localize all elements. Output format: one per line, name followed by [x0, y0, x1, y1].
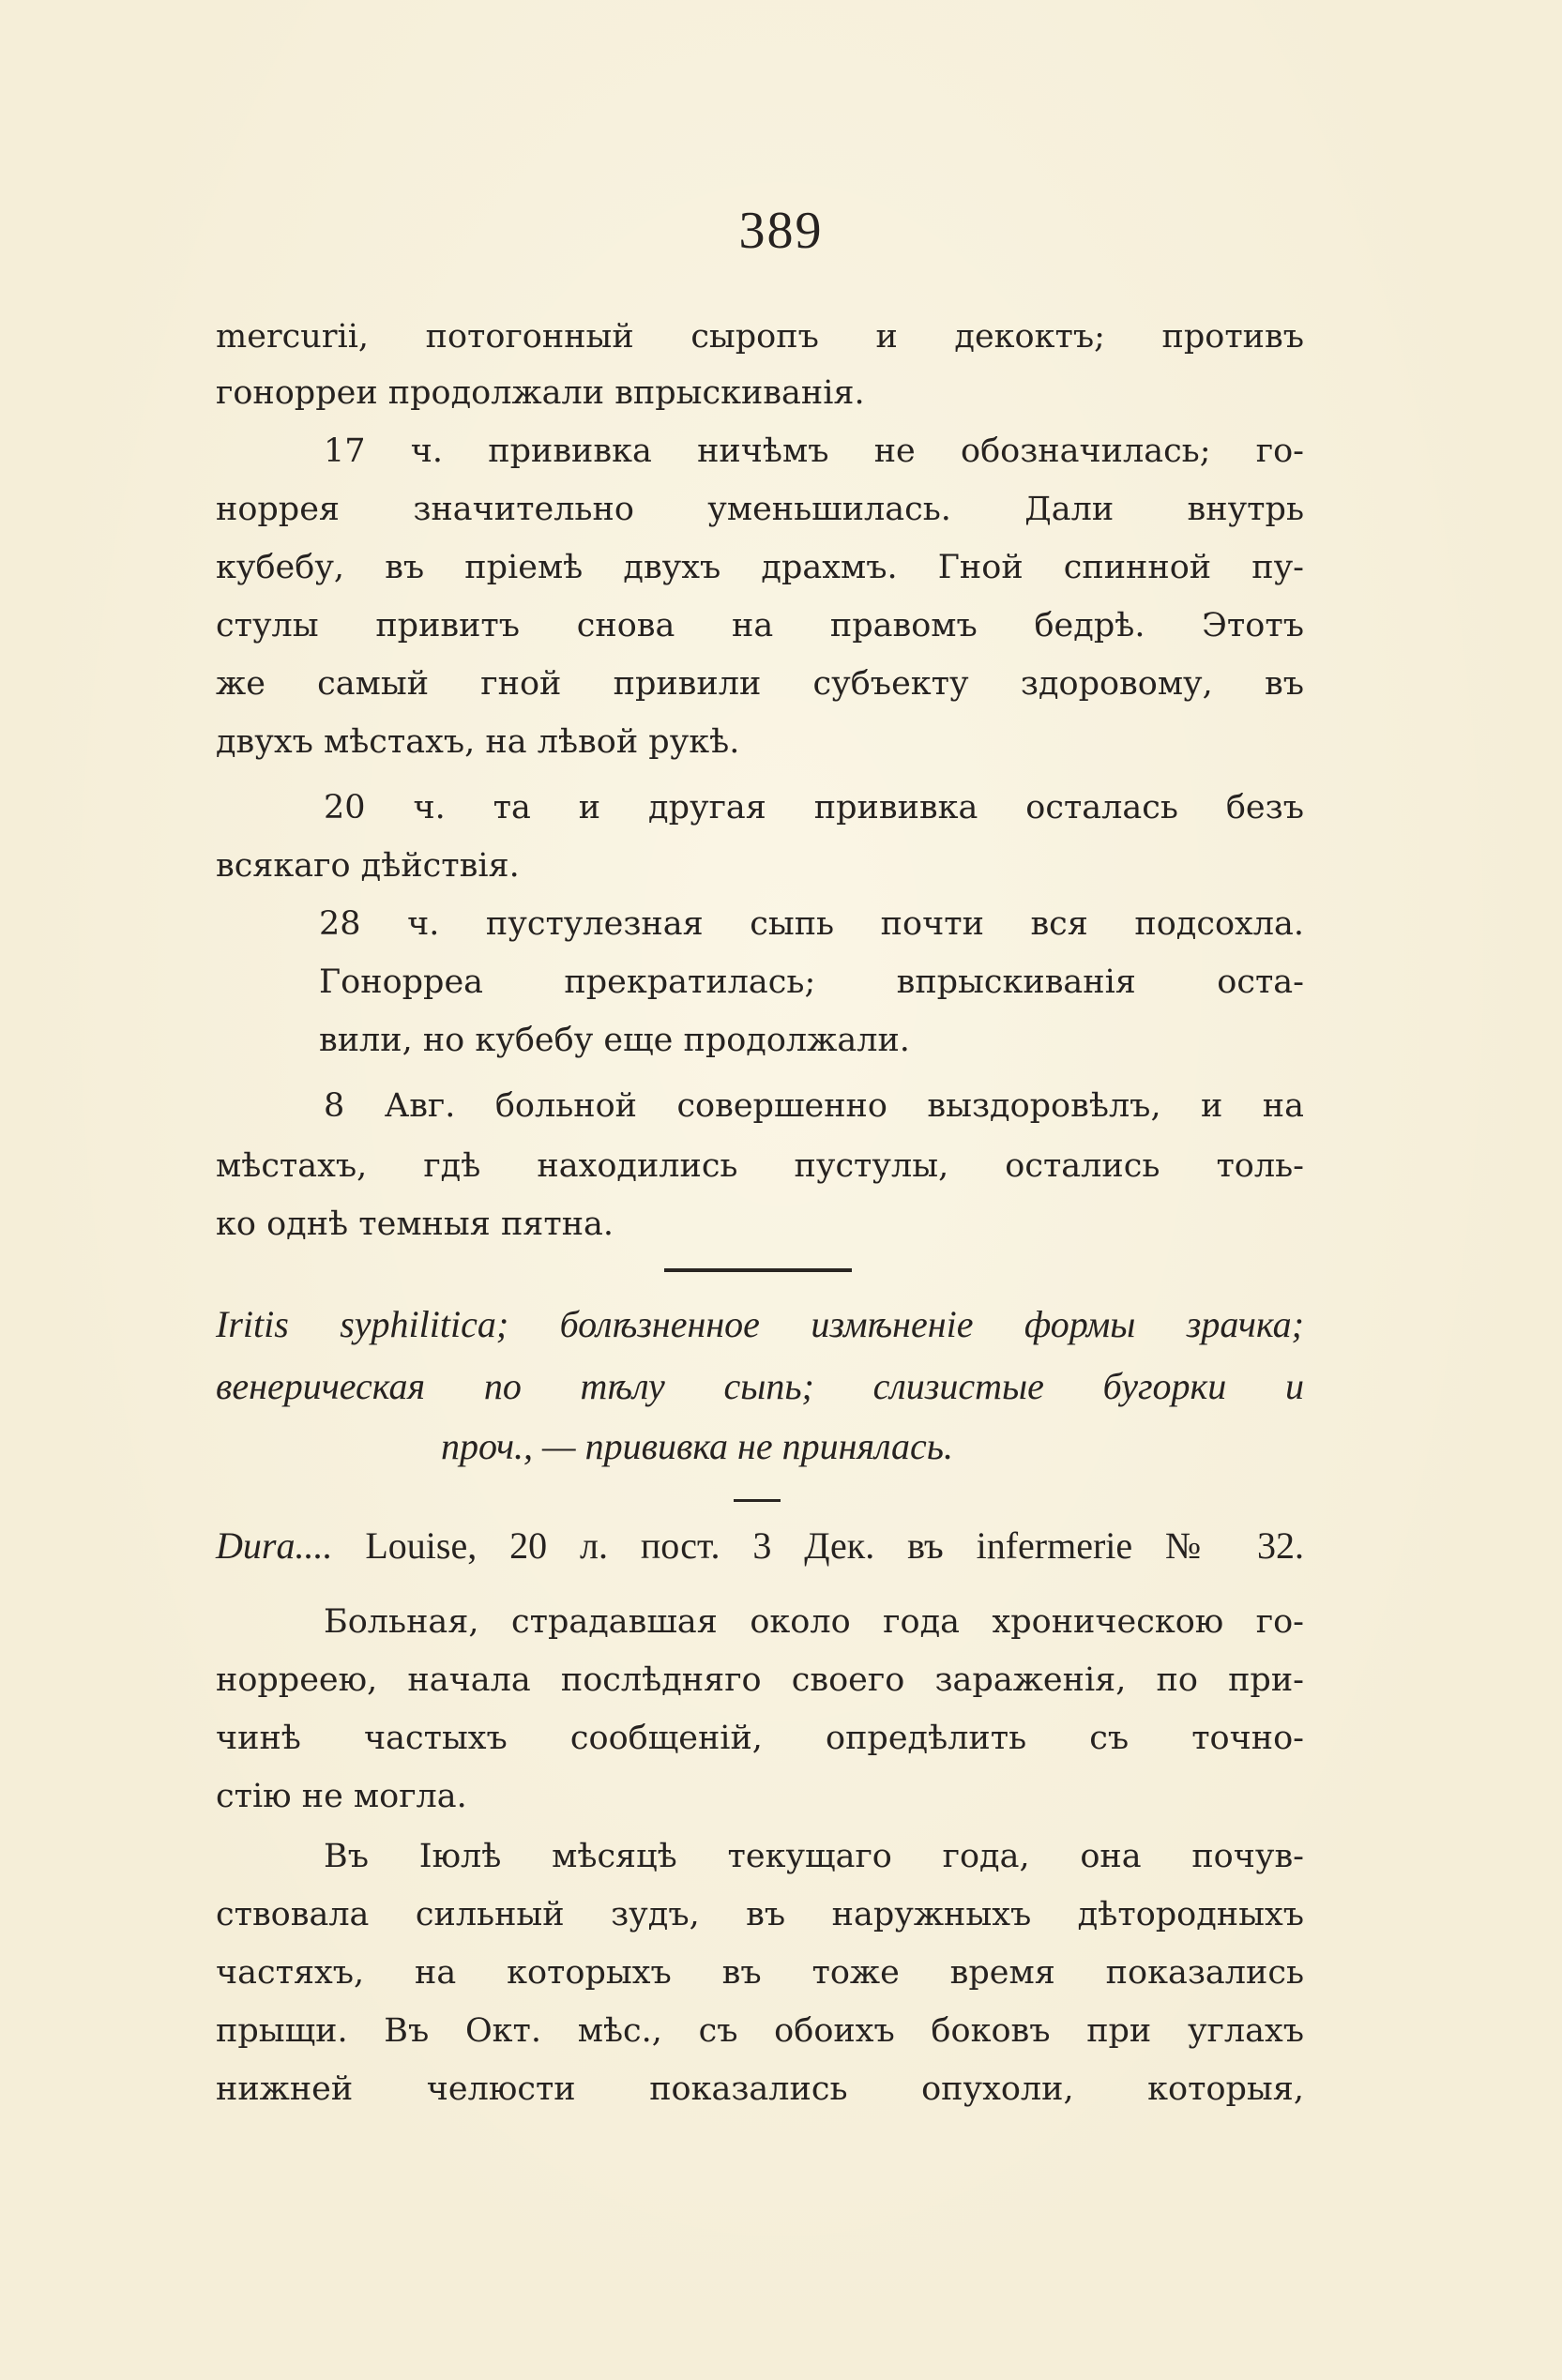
text-line: 28 ч. пустулезная сыпь почти вся подсохла.: [319, 905, 1304, 943]
text-line: мѣстахъ, гдѣ находились пустулы, остались толь-: [216, 1147, 1304, 1185]
text-line: 20 ч. та и другая прививка осталась безъ: [324, 789, 1304, 826]
text-line: кубебу, въ пріемѣ двухъ драхмъ. Гной спинной пу-: [216, 549, 1304, 586]
text-line: гонорреи продолжали впрыскиванія.: [216, 374, 865, 412]
short-divider: [734, 1499, 781, 1502]
text-line: mercurii, потогонный сыропъ и декоктъ; противъ: [216, 318, 1304, 356]
case-title-line: венерическая по тѣлу сыпь; слизистые бугорки и: [216, 1365, 1304, 1407]
text-line: Гонорреа прекратилась; впрыскиванія оста-: [319, 963, 1304, 1001]
section-divider: [664, 1268, 852, 1272]
text-line: Больная, страдавшая около года хроническою го-: [324, 1603, 1304, 1641]
text-line: стію не могла.: [216, 1778, 467, 1815]
text-line: 8 Авг. больной совершенно выздоровѣлъ, и на: [324, 1087, 1304, 1125]
text-line: вили, но кубебу еще продолжали.: [319, 1022, 910, 1059]
text-line: же самый гной привили субъекту здоровому, въ: [216, 665, 1304, 703]
case-heading: [216, 1524, 1304, 1567]
case-details: Louise, 20 л. пост. 3 Дек. въ infermerie № 32.: [332, 1524, 1304, 1567]
text-line: всякаго дѣйствія.: [216, 847, 520, 885]
text-line: норреею, начала послѣдняго своего зараженія, по при-: [216, 1661, 1304, 1699]
text-line: прыщи. Въ Окт. мѣс., съ обоихъ боковъ при углахъ: [216, 2012, 1304, 2050]
text-line: чинѣ частыхъ сообщеній, опредѣлить съ точно-: [216, 1720, 1304, 1757]
text-line: двухъ мѣстахъ, на лѣвой рукѣ.: [216, 723, 740, 761]
text-line: стулы привитъ снова на правомъ бедрѣ. Этотъ: [216, 607, 1304, 644]
case-title-line: Iritis syphilitica; болѣзненное измѣненіе формы зрачка;: [216, 1303, 1304, 1345]
text-line: Въ Іюлѣ мѣсяцѣ текущаго года, она почув-: [324, 1838, 1304, 1875]
text-line: 17 ч. прививка ничѣмъ не обозначилась; го-: [324, 432, 1304, 470]
page-number: 389: [738, 202, 824, 260]
text-line: нижней челюсти показались опухоли, которыя,: [216, 2070, 1304, 2108]
text-line: норрея значительно уменьшилась. Дали внутрь: [216, 491, 1304, 528]
text-line: ко однѣ темныя пятна.: [216, 1205, 614, 1243]
text-line: ствовала сильный зудъ, въ наружныхъ дѣтородныхъ: [216, 1896, 1304, 1933]
patient-name: Dura....: [216, 1524, 333, 1567]
text-line: частяхъ, на которыхъ въ тоже время показались: [216, 1954, 1304, 1992]
case-title-line: проч., — прививка не принялась.: [441, 1425, 953, 1467]
